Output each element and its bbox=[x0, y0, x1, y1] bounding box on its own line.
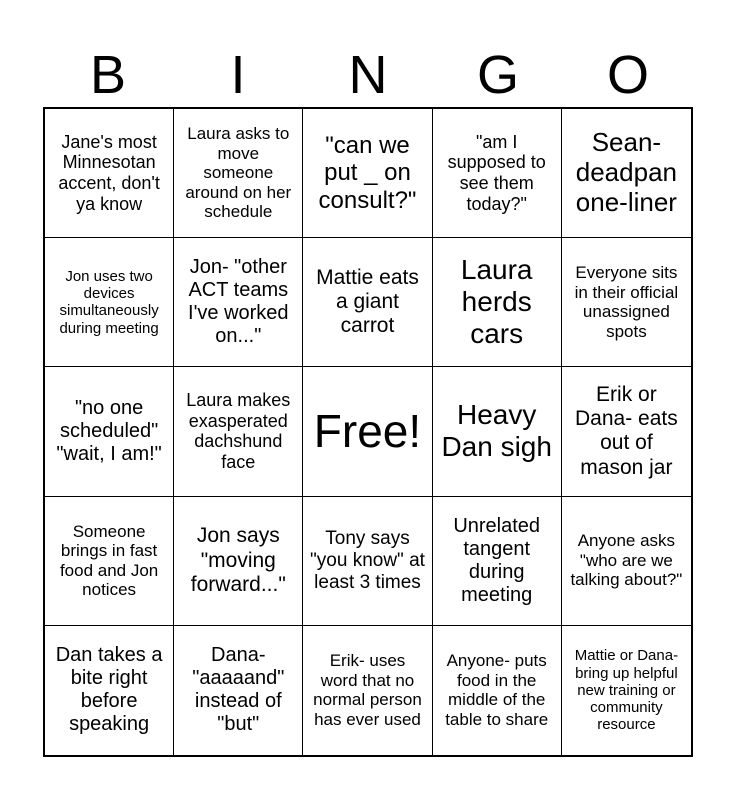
bingo-cell[interactable]: Erik or Dana- eats out of mason jar bbox=[562, 367, 691, 496]
bingo-cell[interactable]: Sean- deadpan one-liner bbox=[562, 109, 691, 238]
bingo-card-grid bbox=[43, 107, 693, 757]
bingo-cell[interactable]: Anyone asks "who are we talking about?" bbox=[562, 497, 691, 626]
bingo-cell[interactable]: Jon uses two devices simultaneously during meeting bbox=[45, 238, 174, 367]
bingo-cell[interactable]: Dan takes a bite right before speaking bbox=[45, 626, 174, 755]
bingo-cell[interactable]: Jon says "moving forward..." bbox=[174, 497, 303, 626]
bingo-cell[interactable]: Dana- "aaaaand" instead of "but" bbox=[174, 626, 303, 755]
bingo-cell[interactable]: "no one scheduled" "wait, I am!" bbox=[45, 367, 174, 496]
free-space-cell[interactable]: Free! bbox=[303, 367, 432, 496]
bingo-cell[interactable]: Erik- uses word that no normal person has ever used bbox=[303, 626, 432, 755]
bingo-cell[interactable]: Unrelated tangent during meeting bbox=[433, 497, 562, 626]
bingo-cell[interactable]: Anyone- puts food in the middle of the table to share bbox=[433, 626, 562, 755]
header-letter-o: O bbox=[606, 45, 649, 105]
header-letter-g: G bbox=[476, 45, 519, 105]
header-letter-b: B bbox=[89, 45, 127, 105]
bingo-cell[interactable]: Mattie or Dana- bring up helpful new training or community resource bbox=[574, 647, 679, 734]
bingo-cell[interactable]: Jane's most Minnesotan accent, don't ya know bbox=[45, 109, 174, 238]
bingo-cell[interactable]: Everyone sits in their official unassigned spots bbox=[562, 238, 691, 367]
bingo-cell[interactable]: Laura makes exasperated dachshund face bbox=[174, 367, 303, 496]
bingo-header bbox=[43, 44, 693, 106]
bingo-cell[interactable]: Jon- "other ACT teams I've worked on..." bbox=[174, 238, 303, 367]
bingo-cell[interactable]: "am I supposed to see them today?" bbox=[433, 109, 562, 238]
bingo-cell[interactable]: Tony says "you know" at least 3 times bbox=[303, 497, 432, 626]
bingo-cell[interactable]: Someone brings in fast food and Jon notices bbox=[45, 497, 174, 626]
bingo-cell[interactable]: Laura herds cars bbox=[433, 238, 562, 367]
bingo-cell[interactable]: "can we put _ on consult?" bbox=[303, 109, 432, 238]
bingo-cell[interactable]: Heavy Dan sigh bbox=[433, 367, 562, 496]
header-letter-n: N bbox=[348, 45, 388, 105]
bingo-cell[interactable]: Mattie eats a giant carrot bbox=[303, 238, 432, 367]
header-letter-i: I bbox=[230, 45, 246, 105]
bingo-cell[interactable]: Laura asks to move someone around on her schedule bbox=[174, 109, 303, 238]
